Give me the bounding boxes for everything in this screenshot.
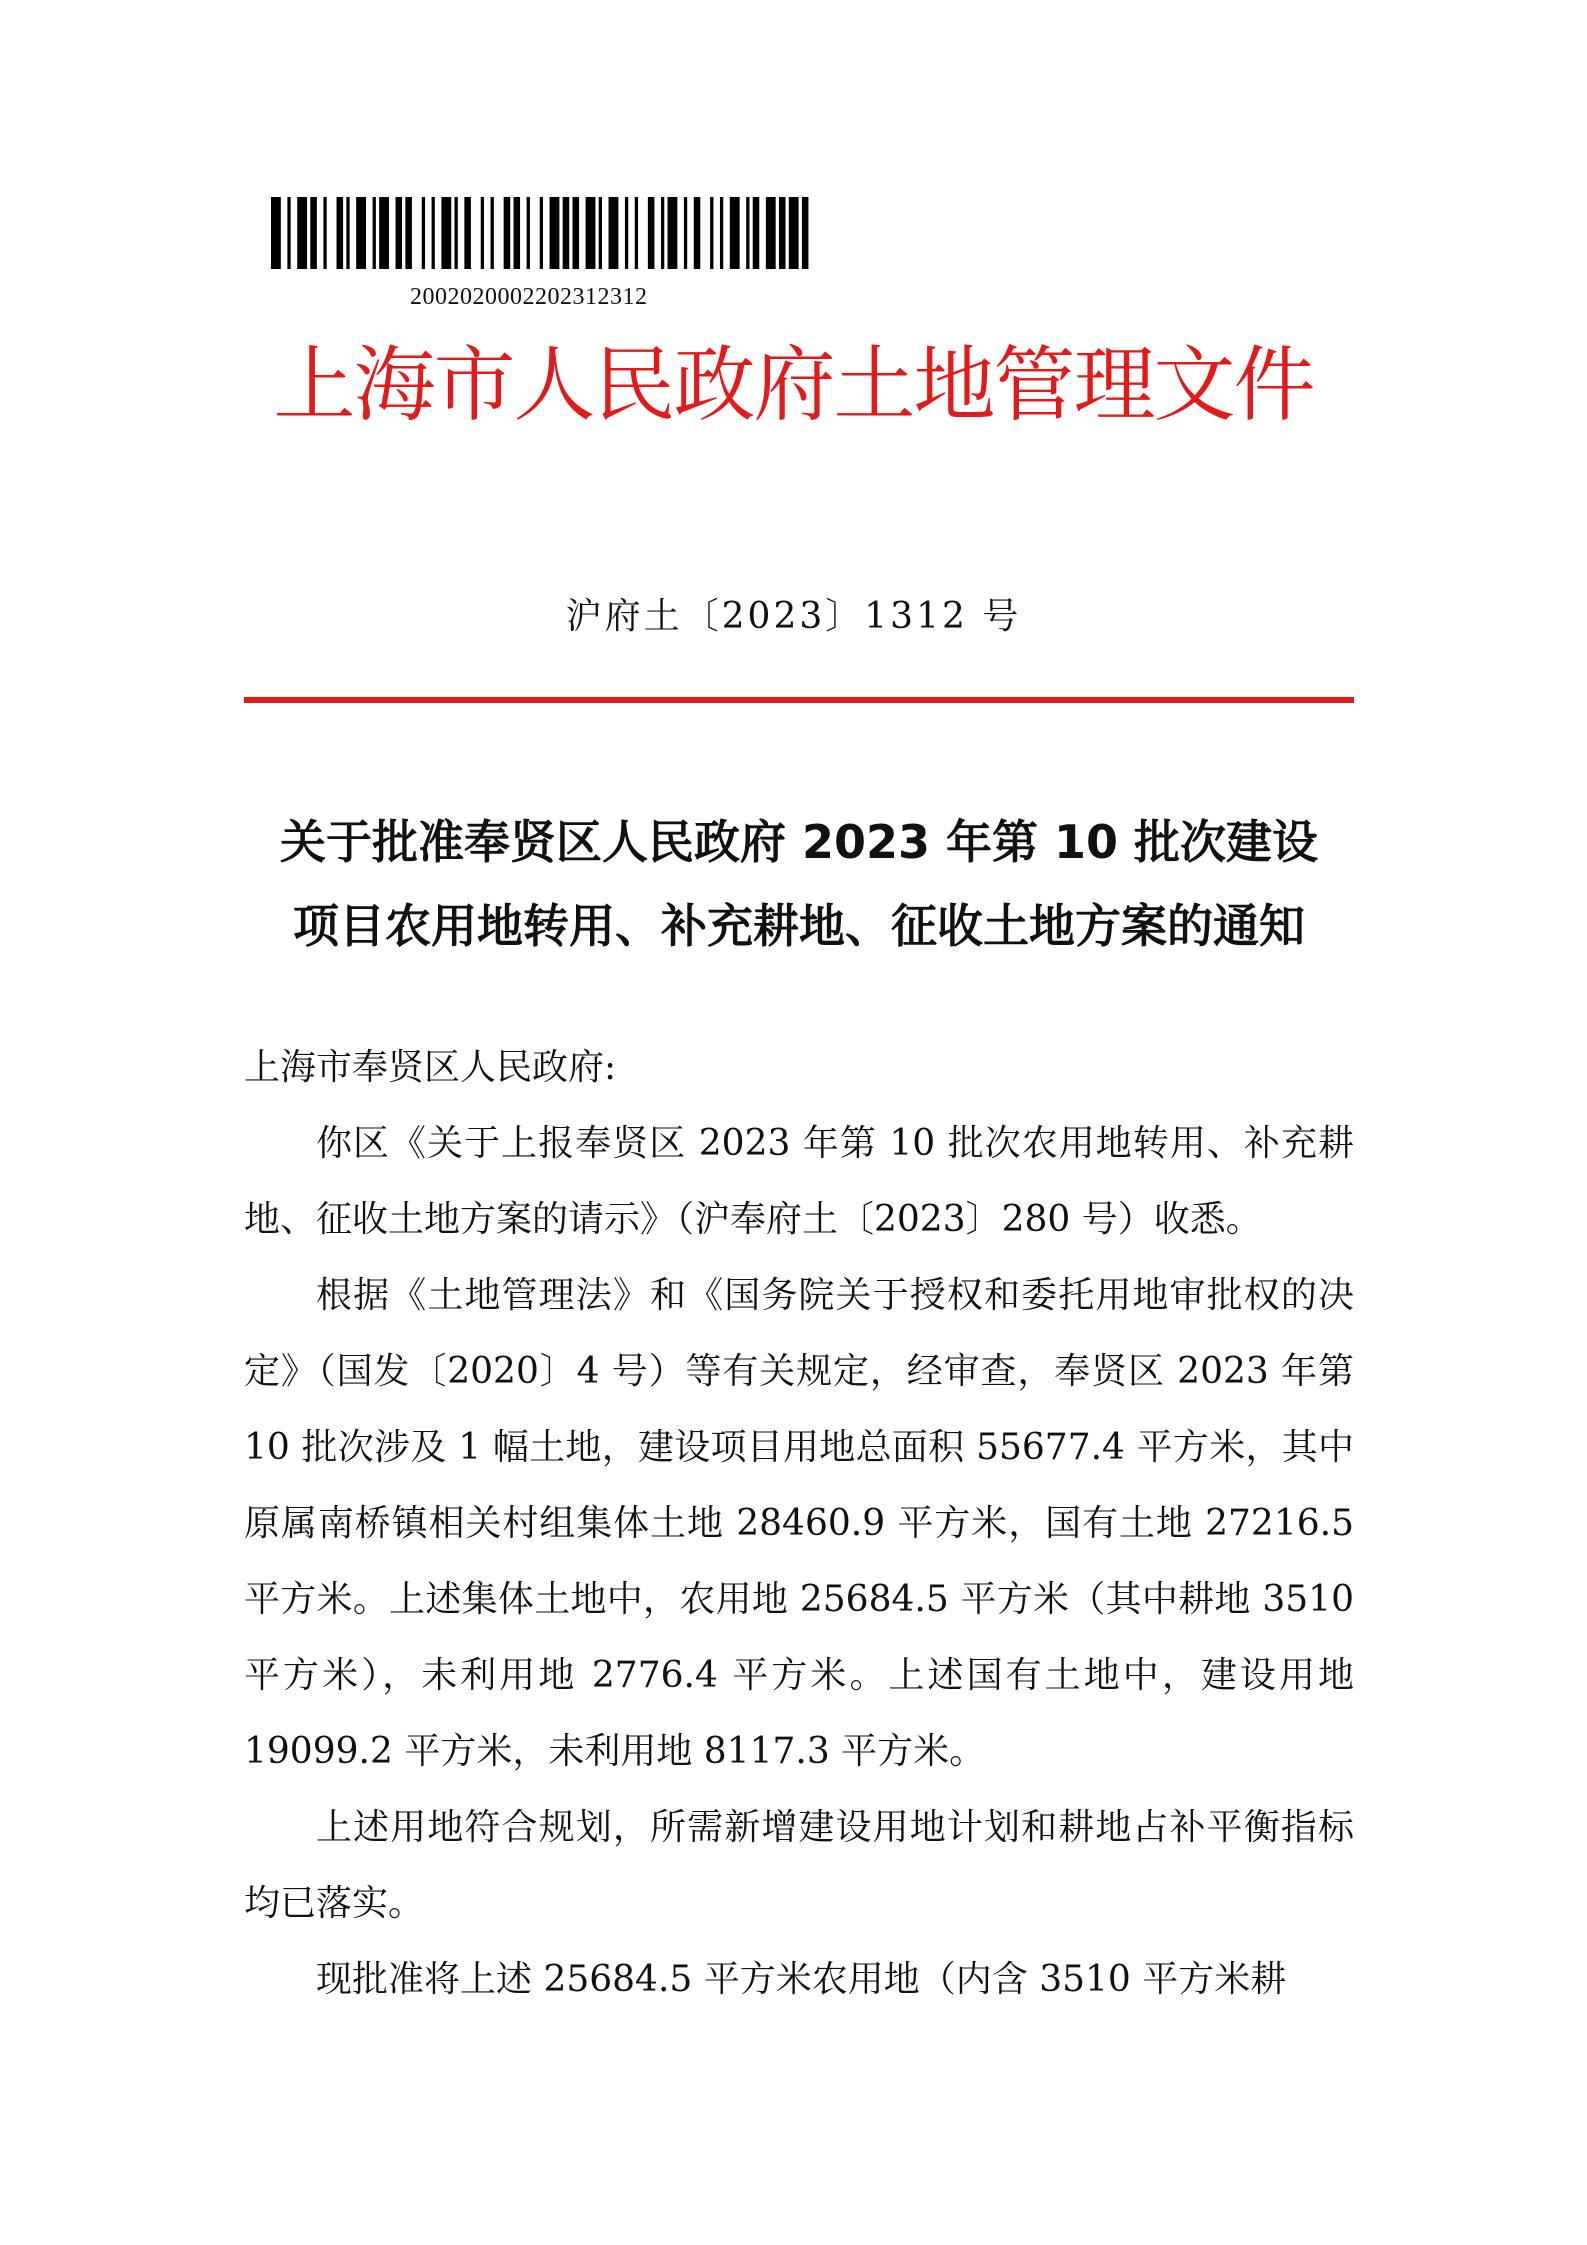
document-body [244, 1030, 1354, 2018]
document-number: 沪府土〔2023〕1312 号 [565, 596, 1022, 637]
body-paragraph-1: 你区《关于上报奉贤区 2023 年第 10 批次农用地转用、补充耕地、征收土地方案的请示》（沪奉府土〔2023〕280 号）收悉。 [244, 1123, 1354, 1240]
notice-title-line-2: 项目农用地转用、补充耕地、征收土地方案的通知 [293, 899, 1305, 953]
body-paragraph-4: 现批准将上述 25684.5 平方米农用地（内含 3510 平方米耕 [316, 1959, 1287, 2000]
barcode [271, 197, 815, 269]
notice-title [244, 800, 1354, 968]
body-paragraph-2: 根据《土地管理法》和《国务院关于授权和委托用地审批权的决定》（国发〔2020〕4 号）等有关规定，经审查，奉贤区 2023 年第 10 批次涉及 1 幅土地，建设项目用地总面积 55677.4 平方米，其中原属南桥镇相关村组集体土地 28460.9 平方米，国有土地 27216.5 平方米。上述集体土地中，农用地 25684.5 平方米（其中耕地 3510 平方米），未利用地 2776.4 平方米。上述国有土地中，建设用地 19099.2 平方米，未利用地 8117.3 平方米。 [244, 1275, 1354, 1772]
addressee: 上海市奉贤区人民政府: [244, 1047, 617, 1088]
notice-title-line-1: 关于批准奉贤区人民政府 2023 年第 10 批次建设 [279, 815, 1319, 869]
body-paragraph-3: 上述用地符合规划，所需新增建设用地计划和耕地占补平衡指标均已落实。 [244, 1807, 1354, 1924]
barcode-number: 2002020002202312312 [410, 284, 648, 310]
red-divider-line [244, 697, 1354, 703]
masthead-title: 上海市人民政府土地管理文件 [273, 338, 1314, 433]
